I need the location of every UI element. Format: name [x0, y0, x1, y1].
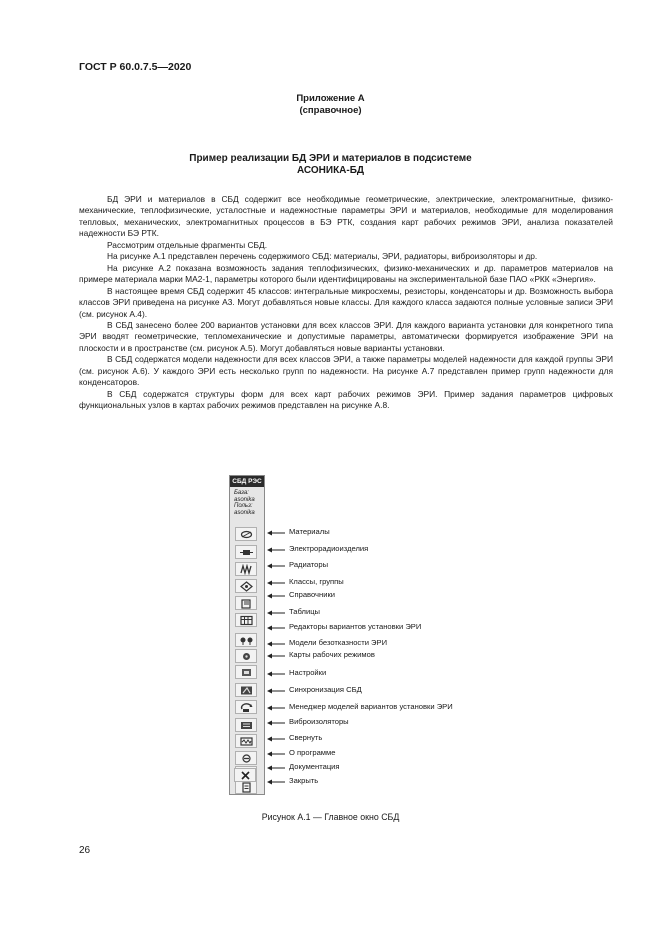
sbd-main-window-panel — [229, 475, 265, 795]
section-title-line2: АСОНИКА-БД — [296, 165, 365, 176]
document-standard-header: ГОСТ Р 60.0.7.5—2020 — [79, 61, 192, 73]
pointer-arrow-icon — [267, 688, 285, 694]
close-icon — [238, 770, 253, 781]
menu-item-vibration-isolators: Виброизоляторы — [289, 717, 349, 726]
page-number: 26 — [79, 845, 91, 856]
pointer-arrow-icon — [267, 720, 285, 726]
menu-item-about: О программе — [289, 748, 336, 757]
menu-item-documentation: Документация — [289, 762, 340, 771]
operating-modes-cards-icon — [239, 667, 254, 678]
sync-icon — [239, 702, 254, 713]
pointer-arrow-icon — [267, 547, 285, 553]
paragraph: Рассмотрим отдельные фрагменты СБД. — [107, 239, 268, 250]
pointer-arrow-icon — [267, 765, 285, 771]
menu-item-minimize: Свернуть — [289, 733, 323, 742]
paragraph: В СБД содержатся модели надежности для всех классов ЭРИ, а также параметры моделей надежности для каждой группы ЭРИ (см. рисунок А.6). У каждого ЭРИ есть несколько групп по надежности. На рисунке А.7 представлен пример групп надежности для конденсаторов. — [79, 354, 613, 388]
pointer-arrow-icon — [267, 736, 285, 742]
panel-title-bar: СБД РЭС — [230, 476, 264, 487]
appendix-subtitle: (справочное) — [299, 105, 362, 116]
menu-item-mounting-models-manager: Менеджер моделей вариантов установки ЭРИ — [289, 702, 453, 711]
reference-books-button[interactable] — [235, 596, 257, 610]
radiators-button[interactable] — [235, 562, 257, 576]
menu-item-reliability-models: Модели безотказности ЭРИ — [289, 638, 388, 647]
pointer-arrow-icon — [267, 625, 285, 631]
menu-item-classes-groups: Классы, группы — [289, 577, 344, 586]
section-title-line1: Пример реализации БД ЭРИ и материалов в подсистеме — [189, 153, 472, 164]
documentation-button[interactable] — [235, 780, 257, 794]
figure-caption: Рисунок А.1 — Главное окно СБД — [261, 812, 400, 822]
paragraph: БД ЭРИ и материалов в СБД содержит все необходимые геометрические, электрические, электромагнитные, физико-механические, теплофизические, усталостные и надежностные параметры ЭРИ и материалов, необходимые для моделирования тепловых, механических, электромагнитных процессов в БЭ РТК, создания карт рабочих режимов ЭРИ, анализа показателей надежности БЭ РТК. — [79, 194, 613, 239]
menu-item-sync: Синхронизация СБД — [289, 685, 362, 694]
pointer-arrow-icon — [267, 563, 285, 569]
minimize-icon — [239, 753, 254, 764]
mounting-models-manager-icon — [239, 720, 254, 731]
pointer-arrow-icon — [267, 779, 285, 785]
documentation-icon — [239, 782, 254, 793]
radiators-icon — [239, 564, 254, 575]
pointer-arrow-icon — [267, 641, 285, 647]
settings-button[interactable] — [235, 683, 257, 697]
electronic-components-icon — [239, 547, 254, 558]
operating-modes-cards-button[interactable] — [235, 665, 257, 679]
appendix-heading — [0, 93, 661, 117]
menu-item-tables: Таблицы — [289, 607, 321, 616]
pointer-arrow-icon — [267, 751, 285, 757]
menu-item-settings: Настройки — [289, 668, 327, 677]
minimize-button[interactable] — [235, 751, 257, 765]
mounting-editor-icon — [239, 635, 254, 646]
paragraph: В СБД занесено более 200 вариантов установки для всех классов ЭРИ. Для каждого варианта установки для конкретного типа ЭРИ вводят геометрические, тепломеханические и допустимые параметры, автоматически формируется изображение ЭРИ на плоскости и в пространстве (см. рисунок А.5). Могут добавляться новые варианты установки. — [79, 319, 613, 353]
reliability-models-icon — [239, 651, 254, 662]
paragraph: В СБД содержатся структуры форм для всех карт рабочих режимов ЭРИ. Пример задания параметров цифровых функциональных узлов в картах рабочих режимов представлен на рисунке А.8. — [79, 388, 613, 411]
panel-db-user-label: База: asonika Польз: asonika — [234, 490, 255, 516]
sync-button[interactable] — [235, 700, 257, 714]
menu-item-materials: Материалы — [289, 527, 330, 536]
materials-button[interactable] — [235, 527, 257, 541]
body-text — [79, 194, 613, 412]
pointer-arrow-icon — [267, 610, 285, 616]
close-button[interactable] — [234, 768, 256, 782]
pointer-arrow-icon — [267, 593, 285, 599]
paragraph: На рисунке А.2 показана возможность задания теплофизических, физико-механических и др. параметров материалов на примере материала марки МА2-1, параметры которого были идентифицированы на экспериментальной базе ПАО «РКК «Энергия». — [79, 262, 613, 285]
pointer-arrow-icon — [267, 705, 285, 711]
pointer-arrow-icon — [267, 530, 285, 536]
reference-books-icon — [239, 598, 254, 609]
menu-item-mounting-editor: Редакторы вариантов установки ЭРИ — [289, 622, 422, 631]
section-title — [0, 153, 661, 177]
menu-item-electronic-components: Электрорадиоизделия — [289, 544, 369, 553]
menu-item-reference-books: Справочники — [289, 590, 336, 599]
appendix-title: Приложение А — [296, 93, 365, 104]
mounting-models-manager-button[interactable] — [235, 718, 257, 732]
settings-icon — [239, 685, 254, 696]
vibration-isolators-button[interactable] — [235, 734, 257, 748]
menu-item-close: Закрыть — [289, 776, 319, 785]
tables-icon — [239, 615, 254, 626]
tables-button[interactable] — [235, 613, 257, 627]
pointer-arrow-icon — [267, 580, 285, 586]
pointer-arrow-icon — [267, 653, 285, 659]
paragraph: На рисунке А.1 представлен перечень содержимого СБД: материалы, ЭРИ, радиаторы, виброизоляторы и др. — [107, 251, 538, 262]
menu-item-operating-modes-cards: Карты рабочих режимов — [289, 650, 375, 659]
paragraph: В настоящее время СБД содержит 45 классов: интегральные микросхемы, резисторы, конденсаторы и др. Возможность выбора классов ЭРИ приведена на рисунке А3. Могут добавляться новые классы. Для каждого класса задаются полные условные записи ЭРИ (см. рисунок А.4). — [79, 285, 613, 319]
vibration-isolators-icon — [239, 736, 254, 747]
reliability-models-button[interactable] — [235, 649, 257, 663]
electronic-components-button[interactable] — [235, 545, 257, 559]
materials-icon — [239, 529, 254, 540]
classes-groups-button[interactable] — [235, 579, 257, 593]
mounting-editor-button[interactable] — [235, 633, 257, 647]
menu-item-radiators: Радиаторы — [289, 560, 329, 569]
classes-groups-icon — [239, 581, 254, 592]
pointer-arrow-icon — [267, 671, 285, 677]
